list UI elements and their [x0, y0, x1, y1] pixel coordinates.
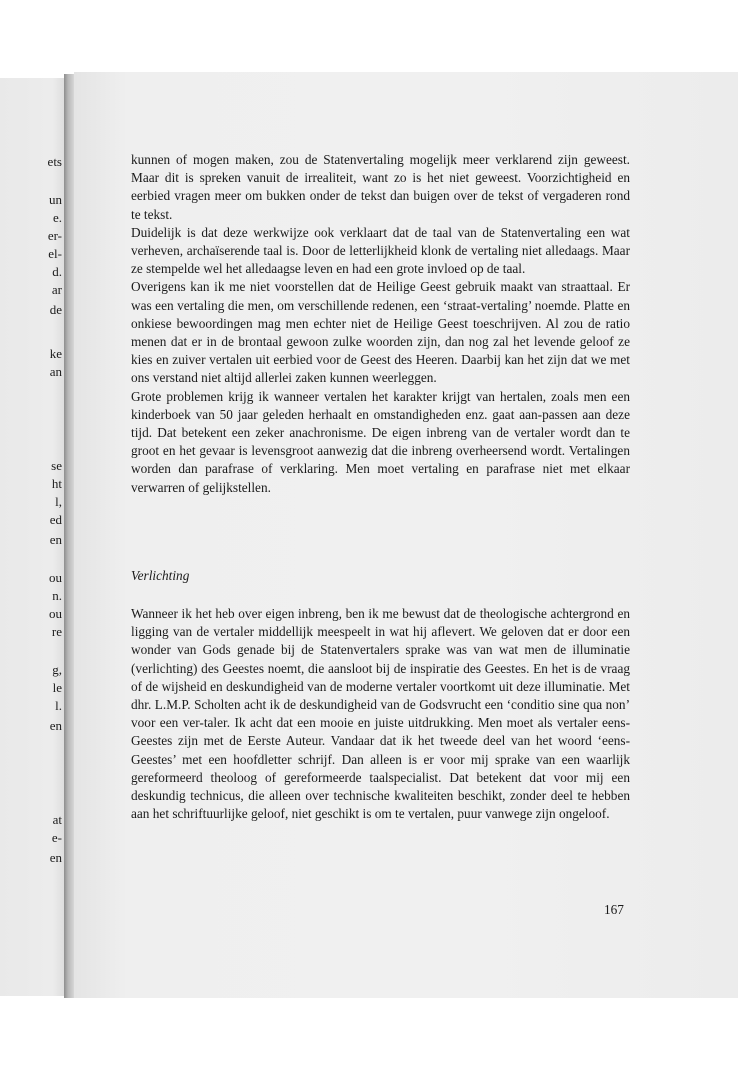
- margin-fragment: en: [49, 850, 62, 865]
- margin-fragment: l.: [55, 698, 62, 713]
- facing-page-edge: [0, 78, 66, 996]
- margin-fragment: g,: [52, 662, 62, 677]
- margin-fragment: at: [52, 812, 62, 827]
- margin-fragment: le: [52, 680, 62, 695]
- book-spine: [64, 74, 74, 998]
- margin-fragment: ar: [51, 282, 62, 297]
- margin-fragment: ed: [49, 512, 62, 527]
- margin-fragment: un: [49, 192, 62, 207]
- margin-fragment: ou: [49, 570, 62, 585]
- margin-fragment: e.: [52, 210, 62, 225]
- margin-fragment: ou: [49, 606, 62, 621]
- paragraph: Grote problemen krijg ik wanneer vertalen het karakter krijgt van hertalen, zoals men een kinderboek van 50 jaar geleden herhaalt en omstandigheden enz. gaat aan-passen aan deze tijd. Dat betekent een zeker anachronisme. De eigen inbreng van de vertaler wordt dan te groot en het gevaar is levensgroot aanwezig dat die inbreng overheersend wordt. Vertalingen worden dan parafrase of verklaring. Men moet vertaling en parafrase niet met elkaar verwarren of gelijkstellen.: [131, 388, 630, 495]
- margin-fragment: d.: [52, 264, 62, 279]
- margin-fragment: el-: [48, 246, 62, 261]
- page-number: 167: [604, 902, 624, 917]
- body-text: [131, 151, 630, 497]
- margin-fragment: de: [49, 302, 62, 317]
- paragraph: kunnen of mogen maken, zou de Statenvertaling mogelijk meer verklarend zijn geweest. Maar dit is spreken vanuit de irrealiteit, want zo is het niet geweest. Voorzichtigheid en eerbied vragen meer om bukken onder de tekst dan buigen over de tekst of vergaderen rond te tekst.: [131, 152, 630, 222]
- section-body-text: [131, 605, 630, 823]
- margin-fragment: se: [51, 458, 62, 473]
- paragraph: Wanneer ik het heb over eigen inbreng, ben ik me bewust dat de theologische achtergrond en ligging van de vertaler middellijk meespeelt in wat hij aflevert. We geloven dat er door een wonder van Gods genade bij de Statenvertalers sprake was van wat men de illuminatie (verlichting) des Geestes noemt, die aansloot bij de inspiratie des Geestes. En het is de vraag of de wijsheid en deskundigheid van de moderne vertaler voortkomt uit deze illuminatie. Met dhr. L.M.P. Scholten acht ik de deskundigheid van de Godsvrucht een ‘conditio sine qua non’ voor een ver-taler. Ik acht dat een mooie en juiste uitdrukking. Men moet als vertaler eens-Geestes zijn met de Eerste Auteur. Vandaar dat ik het tweede deel van het woord ‘eens-Geestes’ met een hoofdletter schrijf. Dan alleen is er voor mij sprake van een waarlijk gereformeerd theoloog of gereformeerde taalspecialist. Dat betekent dat voor mij een deskundig technicus, die alleen over technische kwaliteiten beschikt, zonder deel te hebben aan het schriftuurlijke geloof, niet geschikt is om te vertalen, puur vanwege zijn ongeloof.: [131, 606, 630, 822]
- margin-fragment: re: [51, 624, 62, 639]
- section-heading: Verlichting: [131, 568, 190, 583]
- margin-fragment: e-: [51, 830, 62, 845]
- margin-fragment: er-: [47, 228, 62, 243]
- margin-fragment: l,: [55, 494, 62, 509]
- margin-fragment: en: [49, 718, 62, 733]
- paragraph: Duidelijk is dat deze werkwijze ook verklaart dat de taal van de Statenvertaling een wat verheven, archaïserende taal is. Door de letterlijkheid klonk de vertaling niet alledaags. Maar ze stempelde wel het alledaagse leven en had een grote invloed op de taal.: [131, 224, 630, 277]
- margin-fragment: ke: [49, 346, 62, 361]
- margin-fragment: ht: [51, 476, 62, 491]
- margin-fragment: an: [49, 364, 62, 379]
- margin-fragment: n.: [52, 588, 62, 603]
- paragraph: Overigens kan ik me niet voorstellen dat de Heilige Geest gebruik maakt van straattaal. Er was een vertaling die men, om verschillende redenen, een ‘straat-vertaling’ noemde. Platte en onkiese bewoordingen mag men echter niet de Heilige Geest toeschrijven. Al zou de ratio menen dat er in de brontaal gewoon zulke woorden zijn, dan nog zal het levende geloof ze kies en zuiver vertalen uit eerbied voor de Geest des Heeren. Daarbij kan het zijn dat we met ons verstand niet altijd allerlei zaken kunnen weerleggen.: [131, 279, 630, 386]
- margin-fragment: ets: [47, 154, 62, 169]
- margin-fragment: en: [49, 532, 62, 547]
